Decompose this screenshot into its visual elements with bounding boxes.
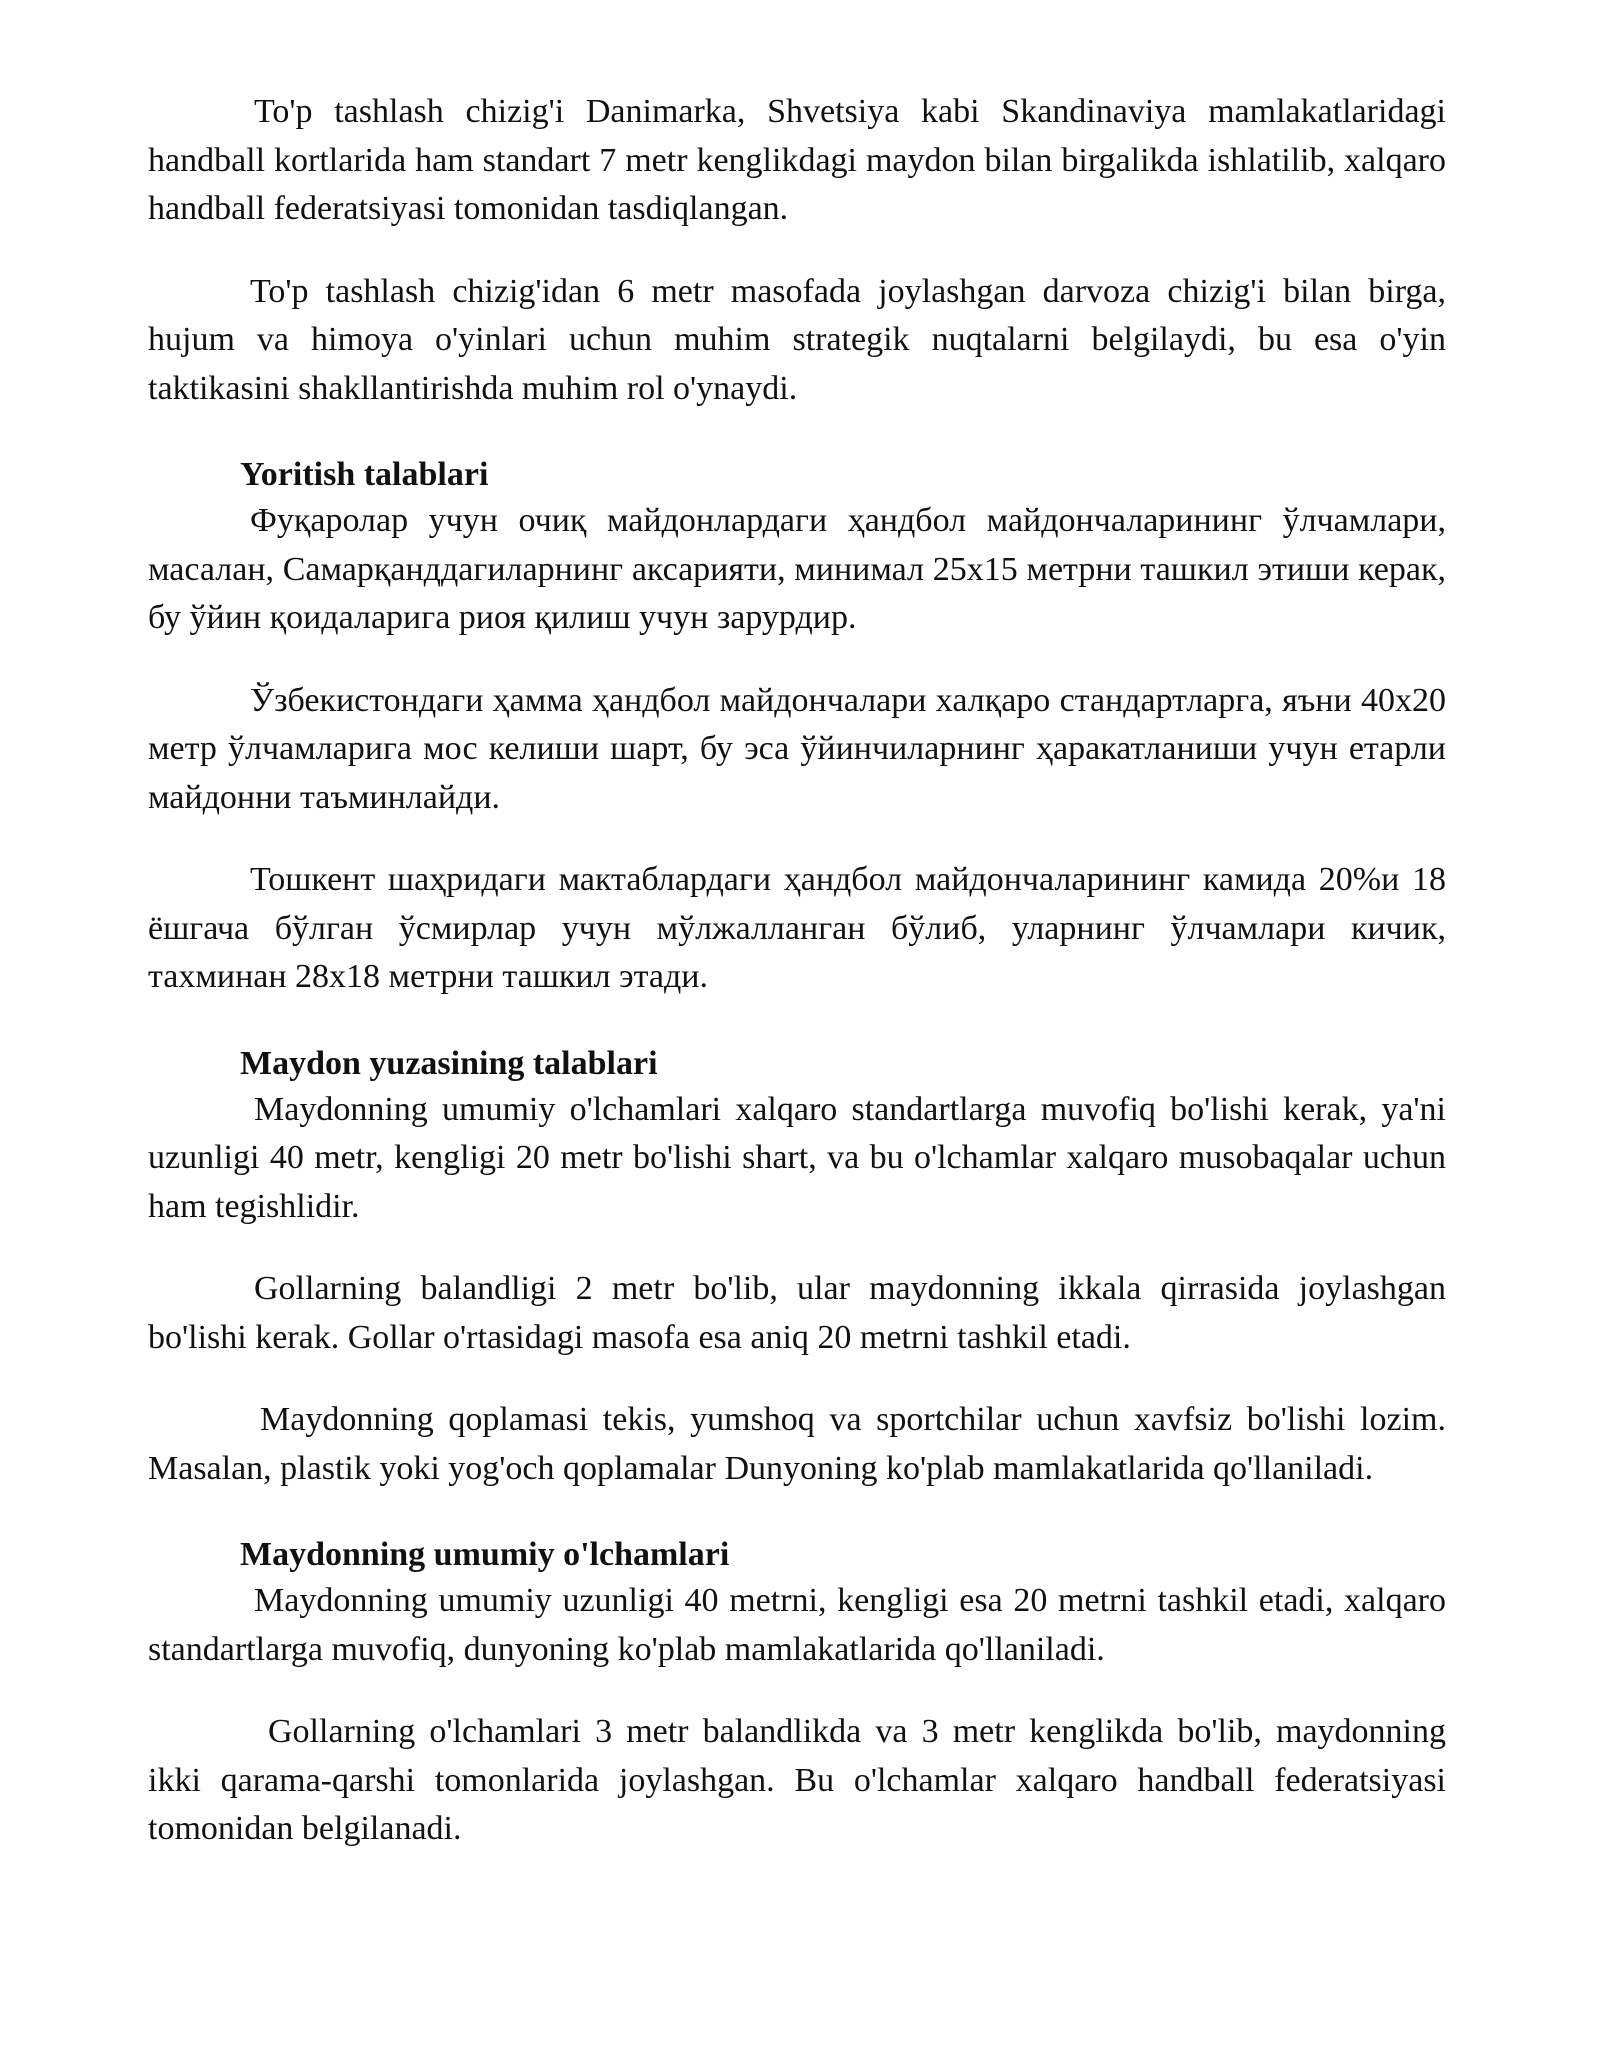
paragraph-uzbekistan-courts: Ўзбекистондаги ҳамма ҳандбол майдончалари халқаро стандартларга, яъни 40x20 метр ўлчамларига мос келиши шарт, бу эса ўйинчиларнинг ҳаракатланиши учун етарли майдонни таъминлайди. — [148, 681, 1446, 816]
heading-overall-dimensions: Maydonning umumiy o'lchamlari — [240, 1536, 730, 1573]
paragraph-goal-dimensions: Gollarning o'lchamlari 3 metr balandlikda va 3 metr kenglikda bo'lib, maydonning ikki qarama-qarshi tomonlarida joylashgan. Bu o'lchamlar xalqaro handball federatsiyasi tomonidan belgilanadi. — [148, 1713, 1446, 1847]
paragraph-samarkand-courts: Фуқаролар учун очиқ майдонлардаги ҳандбол майдончаларининг ўлчамлари, масалан, Самарқанддагиларнинг аксарияти, минимал 25x15 метрни ташкил этиши керак, бу ўйин қоидаларига риоя қилиш учун зарурдир. — [148, 502, 1446, 636]
paragraph-field-covering: Maydonning qoplamasi tekis, yumshoq va sportchilar uchun xavfsiz bo'lishi lozim. Masalan, plastik yoki yog'och qoplamalar Dunyoning ko'plab mamlakatlarida qo'llaniladi. — [148, 1401, 1446, 1487]
paragraph-throw-line-scandinavia: To'p tashlash chizig'i Danimarka, Shvetsiya kabi Skandinaviya mamlakatlaridagi handball kortlarida ham standart 7 metr kenglikdagi maydon bilan birgalikda ishlatilib, xalqaro handball federatsiyasi tomonidan tasdiqlangan. — [148, 93, 1446, 227]
paragraph-field-dimensions: Maydonning umumiy o'lchamlari xalqaro standartlarga muvofiq bo'lishi kerak, ya'ni uzunligi 40 metr, kengligi 20 metr bo'lishi shart, va bu o'lchamlar xalqaro musobaqalar uchun ham tegishlidir. — [148, 1090, 1446, 1225]
paragraph-overall-length: Maydonning umumiy uzunligi 40 metrni, kengligi esa 20 metrni tashkil etadi, xalqaro standartlarga muvofiq, dunyoning ko'plab mamlakatlarida qo'llaniladi. — [148, 1582, 1446, 1668]
paragraph-tashkent-schools: Тошкент шаҳридаги мактаблардаги ҳандбол майдончаларининг камида 20%и 18 ёшгача бўлган ўсмирлар учун мўлжалланган бўлиб, уларнинг ўлчамлари кичик, тахминан 28x18 метрни ташкил этади. — [148, 861, 1446, 995]
paragraph-goal-line: To'p tashlash chizig'idan 6 metr masofada joylashgan darvoza chizig'i bilan birga, hujum va himoya o'yinlari uchun muhim strategik nuqtalarni belgilaydi, bu esa o'yin taktikasini shakllantirishda muhim rol o'ynaydi. — [148, 272, 1446, 407]
paragraph-goal-height: Gollarning balandligi 2 metr bo'lib, ular maydonning ikkala qirrasida joylashgan bo'lishi kerak. Gollar o'rtasidagi masofa esa aniq 20 metrni tashkil etadi. — [148, 1270, 1446, 1356]
heading-surface-requirements: Maydon yuzasining talablari — [240, 1044, 658, 1082]
document-page — [148, 88, 1446, 1854]
heading-lighting-requirements: Yoritish talablari — [240, 456, 489, 493]
